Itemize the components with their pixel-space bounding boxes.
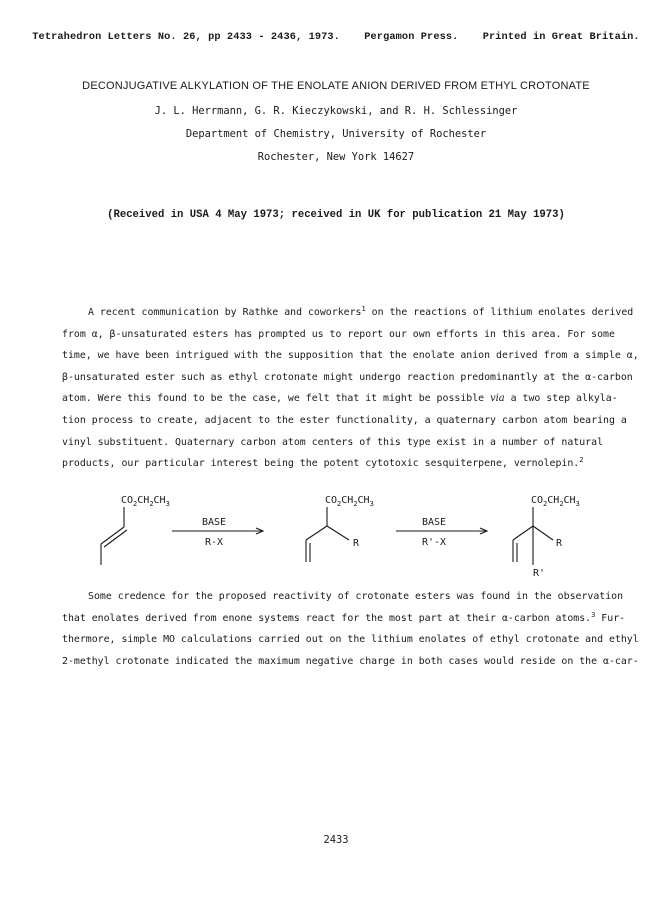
publisher: Pergamon Press. [364,31,459,43]
page-number: 2433 [323,834,349,846]
text-line: 2-methyl crotonate indicated the maximum negative charge in both cases would reside on the α-car- [62,655,639,667]
text-line: A recent communication by Rathke and coworkers$^1$ on the reactions of lithium enolates derived [88,305,634,318]
reference-1[interactable]: 1 [361,305,366,313]
substituent-r-end: R [556,538,563,549]
text-line: products, our particular interest being the potent cytotoxic sesquiterpene, vernolepin.$^2$ [62,456,584,470]
text-line: vinyl substituent. Quaternary carbon atom centers of this type exist in a number of natural [62,436,604,448]
text-line: Some credence for the proposed reactivity of crotonate esters was found in the observation [88,591,624,602]
text-line: time, we have been intrigued with the supposition that the enolate anion derived from a simple α, [62,350,639,362]
journal-citation: Tetrahedron Letters No. 26, pp 2433 - 2436, 1973. [32,31,340,43]
arrow-head [256,528,263,534]
address: Rochester, New York 14627 [257,151,415,163]
text-line: that enolates derived from enone systems react for the most part at their α-carbon atoms.$^3$ Fur- [62,610,626,624]
bond [306,526,327,540]
running-header [0,31,672,43]
bond-to-r [533,526,553,540]
text-line: atom. Were this found to be the case, we felt that it might be possible via a two step alkyla- [62,393,618,405]
author-list: J. L. Herrmann, G. R. Kieczykowski, and R. H. Schlessinger [154,105,518,117]
text-line: from α, β-unsaturated esters has prompted us to report our own efforts in this area. For some [62,328,615,340]
reference-3[interactable]: 3 [591,610,596,619]
reagent-rx-2: R'-X [422,537,447,548]
ester-label-start: $CO_2CH_2CH_3$ [121,495,170,508]
ester-label-mid: $CO_2CH_2CH_3$ [325,495,374,508]
reagent-rx-1: R-X [205,537,224,548]
paper-title: DECONJUGATIVE ALKYLATION OF THE ENOLATE ANION DERIVED FROM ETHYL CROTONATE [82,80,590,92]
reference-2[interactable]: 2 [579,456,584,465]
bond-to-r [327,526,349,540]
arrow-head [480,528,487,534]
ester-label-end: $CO_2CH_2CH_3$ [531,495,580,508]
reagent-base-1: BASE [202,517,227,528]
affiliation: Department of Chemistry, University of Rochester [185,128,487,140]
text-line: β-unsaturated ester such as ethyl crotonate might undergo reaction predominantly at the α-carbon [62,371,633,383]
bond [513,526,533,540]
substituent-rprime-end: R' [533,568,546,579]
paragraph-intro [62,302,639,475]
double-bond [104,530,127,547]
substituent-r-mid: R [353,538,360,549]
paragraph-reactivity [62,586,639,672]
printed-in: Printed in Great Britain. [482,31,640,43]
text-line: thermore, simple MO calculations carried out on the lithium enolates of ethyl crotonate and ethyl [62,634,639,646]
bond [101,527,124,544]
reagent-base-2: BASE [422,517,447,528]
received-dates: (Received in USA 4 May 1973; received in UK for publication 21 May 1973) [107,209,565,221]
text-line: tion process to create, adjacent to the ester functionality, a quaternary carbon atom bearing a [62,414,627,426]
